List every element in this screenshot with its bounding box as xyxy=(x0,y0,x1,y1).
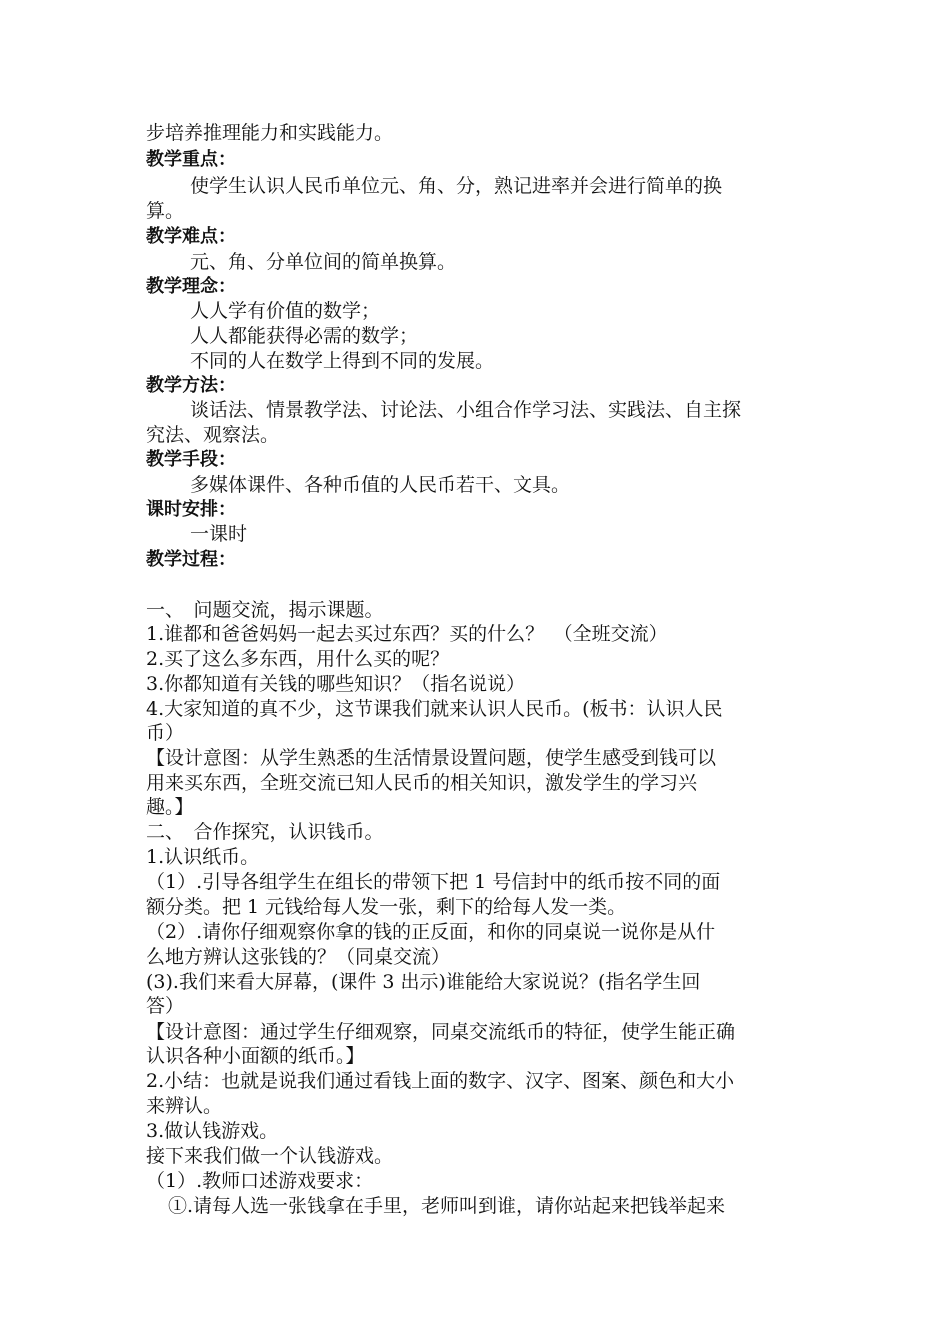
section-heading: 教学难点： xyxy=(146,226,236,247)
text-line: 1.谁都和爸爸妈妈一起去买过东西？买的什么？ （全班交流） xyxy=(146,623,668,645)
text-line: 步培养推理能力和实践能力。 xyxy=(146,122,394,144)
text-line: 【设计意图：从学生熟悉的生活情景设置问题，使学生感受到钱可以 xyxy=(146,747,717,769)
text-line: ①.请每人选一张钱拿在手里，老师叫到谁，请你站起来把钱举起来 xyxy=(168,1195,726,1217)
text-line: 人人都能获得必需的数学； xyxy=(190,325,419,347)
section-heading: 教学理念： xyxy=(146,276,236,297)
text-line: 一、 问题交流，揭示课题。 xyxy=(146,599,384,621)
text-line: 究法、观察法。 xyxy=(146,424,280,446)
text-line: （1）.教师口述游戏要求： xyxy=(146,1170,374,1192)
text-line: 币） xyxy=(146,722,185,744)
text-line: (3).我们来看大屏幕，(课件 3 出示)谁能给大家说说？(指名学生回 xyxy=(146,971,701,993)
text-line: 用来买东西，全班交流已知人民币的相关知识，激发学生的学习兴 xyxy=(146,772,698,794)
section-heading: 教学过程： xyxy=(146,549,236,570)
text-line: 额分类。把 1 元钱给每人发一张，剩下的给每人发一类。 xyxy=(146,896,627,918)
text-line: 接下来我们做一个认钱游戏。 xyxy=(146,1145,394,1167)
text-line: （2）.请你仔细观察你拿的钱的正反面，和你的同桌说一说你是从什 xyxy=(146,921,716,943)
section-heading: 教学手段： xyxy=(146,449,236,470)
text-line: 算。 xyxy=(146,200,185,222)
text-line: 人人学有价值的数学； xyxy=(190,300,381,322)
text-line: 使学生认识人民币单位元、角、分，熟记进率并会进行简单的换 xyxy=(190,175,723,197)
section-heading: 教学重点： xyxy=(146,149,236,170)
text-line: 3.做认钱游戏。 xyxy=(146,1120,279,1142)
text-line: 多媒体课件、各种币值的人民币若干、文具。 xyxy=(190,474,571,496)
text-line: 元、角、分单位间的简单换算。 xyxy=(190,251,457,273)
text-line: 谈话法、情景教学法、讨论法、小组合作学习法、实践法、自主探 xyxy=(190,399,742,421)
text-line: 一课时 xyxy=(190,523,248,545)
section-heading: 教学方法： xyxy=(146,375,236,396)
text-line: 来辨认。 xyxy=(146,1095,223,1117)
text-line: 么地方辨认这张钱的？（同桌交流） xyxy=(146,946,451,968)
text-line: 3.你都知道有关钱的哪些知识？（指名说说） xyxy=(146,673,526,695)
text-line: 4.大家知道的真不少，这节课我们就来认识人民币。(板书：认识人民 xyxy=(146,698,723,720)
text-line: 2.买了这么多东西，用什么买的呢？ xyxy=(146,648,450,670)
text-line: （1）.引导各组学生在组长的带领下把 1 号信封中的纸币按不同的面 xyxy=(146,871,721,893)
section-heading: 课时安排： xyxy=(146,499,236,520)
text-line: 趣。】 xyxy=(146,796,194,818)
text-line: 1.认识纸币。 xyxy=(146,846,260,868)
text-line: 二、 合作探究，认识钱币。 xyxy=(146,821,384,843)
text-line: 不同的人在数学上得到不同的发展。 xyxy=(190,350,495,372)
text-line: 2.小结：也就是说我们通过看钱上面的数字、汉字、图案、颜色和大小 xyxy=(146,1070,735,1092)
text-line: 【设计意图：通过学生仔细观察，同桌交流纸币的特征，使学生能正确 xyxy=(146,1021,736,1043)
text-line: 认识各种小面额的纸币。】 xyxy=(146,1045,365,1067)
text-line: 答） xyxy=(146,995,185,1017)
